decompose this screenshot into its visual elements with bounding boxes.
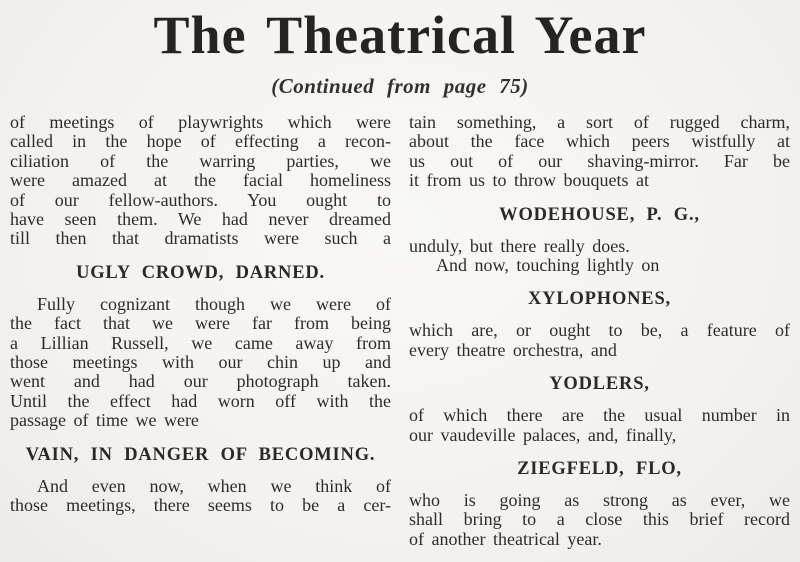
paragraph-line: who is going as strong as ever, we xyxy=(409,491,790,511)
paragraph-line: a Lillian Russell, we came away from xyxy=(10,333,391,353)
right-column xyxy=(409,113,790,549)
paragraph xyxy=(409,406,790,445)
paragraph-line: ciliation of the warring parties, we xyxy=(10,151,391,171)
section-heading: UGLY CROWD, DARNED. xyxy=(76,262,325,283)
paragraph-line: have seen them. We had never dreamed xyxy=(10,210,391,230)
section-heading: YODLERS, xyxy=(549,374,650,395)
continued-from-note: (Continued from page 75) xyxy=(271,74,529,98)
paragraph xyxy=(409,113,790,191)
paragraph xyxy=(10,113,391,249)
paragraph-line: Until the effect had worn off with the xyxy=(10,391,391,411)
section-heading: WODEHOUSE, P. G., xyxy=(499,204,700,225)
paragraph-line: went and had our photograph taken. xyxy=(10,372,391,392)
paragraph-line: those meetings with our chin up and xyxy=(10,353,391,373)
paragraph-line: of another theatrical year. xyxy=(409,529,602,549)
paragraph-line: us out of our shaving-mirror. Far be xyxy=(409,151,790,171)
paragraph-line: passage of time we were xyxy=(10,411,199,431)
paragraph-line: tain something, a sort of rugged charm, xyxy=(409,113,790,132)
paragraph-line: which are, or ought to be, a feature of xyxy=(409,321,790,341)
section-heading: XYLOPHONES, xyxy=(528,289,671,310)
paragraph-line: of meetings of playwrights which were xyxy=(10,113,391,132)
paragraph xyxy=(409,321,790,360)
paragraph xyxy=(409,491,790,549)
paragraph-line: of our fellow-authors. You ought to xyxy=(10,190,391,210)
paragraph xyxy=(10,295,391,431)
paragraph-line: were amazed at the facial homeliness xyxy=(10,171,391,191)
two-column-layout xyxy=(10,113,790,549)
section-heading: ZIEGFELD, FLO, xyxy=(517,459,682,480)
paragraph xyxy=(409,256,790,275)
section-heading: VAIN, IN DANGER OF BECOMING. xyxy=(25,444,376,465)
paragraph-line: till then that dramatists were such a xyxy=(10,229,391,249)
paragraph-line: called in the hope of effecting a recon- xyxy=(10,132,391,152)
paragraph-line: Fully cognizant though we were of xyxy=(37,294,391,314)
paragraph-line: of which there are the usual number in xyxy=(409,406,790,426)
page-title: The Theatrical Year xyxy=(153,5,647,65)
paragraph-line: unduly, but there really does. xyxy=(409,236,630,256)
paragraph-line: And even now, when we think of xyxy=(37,476,391,496)
paragraph-line: it from us to throw bouquets at xyxy=(409,171,649,191)
paragraph xyxy=(409,237,790,256)
paragraph-line: about the face which peers wistfully at xyxy=(409,132,790,152)
left-column xyxy=(10,113,391,549)
paragraph-line: every theatre orchestra, and xyxy=(409,340,617,360)
paragraph-line: the fact that we were far from being xyxy=(10,314,391,334)
paragraph xyxy=(10,477,391,516)
paragraph-line: our vaudeville palaces, and, finally, xyxy=(409,425,677,445)
paragraph-line: shall bring to a close this brief record xyxy=(409,510,790,530)
paragraph-line: those meetings, there seems to be a cer- xyxy=(10,496,391,516)
paragraph-line: And now, touching lightly on xyxy=(436,256,660,276)
